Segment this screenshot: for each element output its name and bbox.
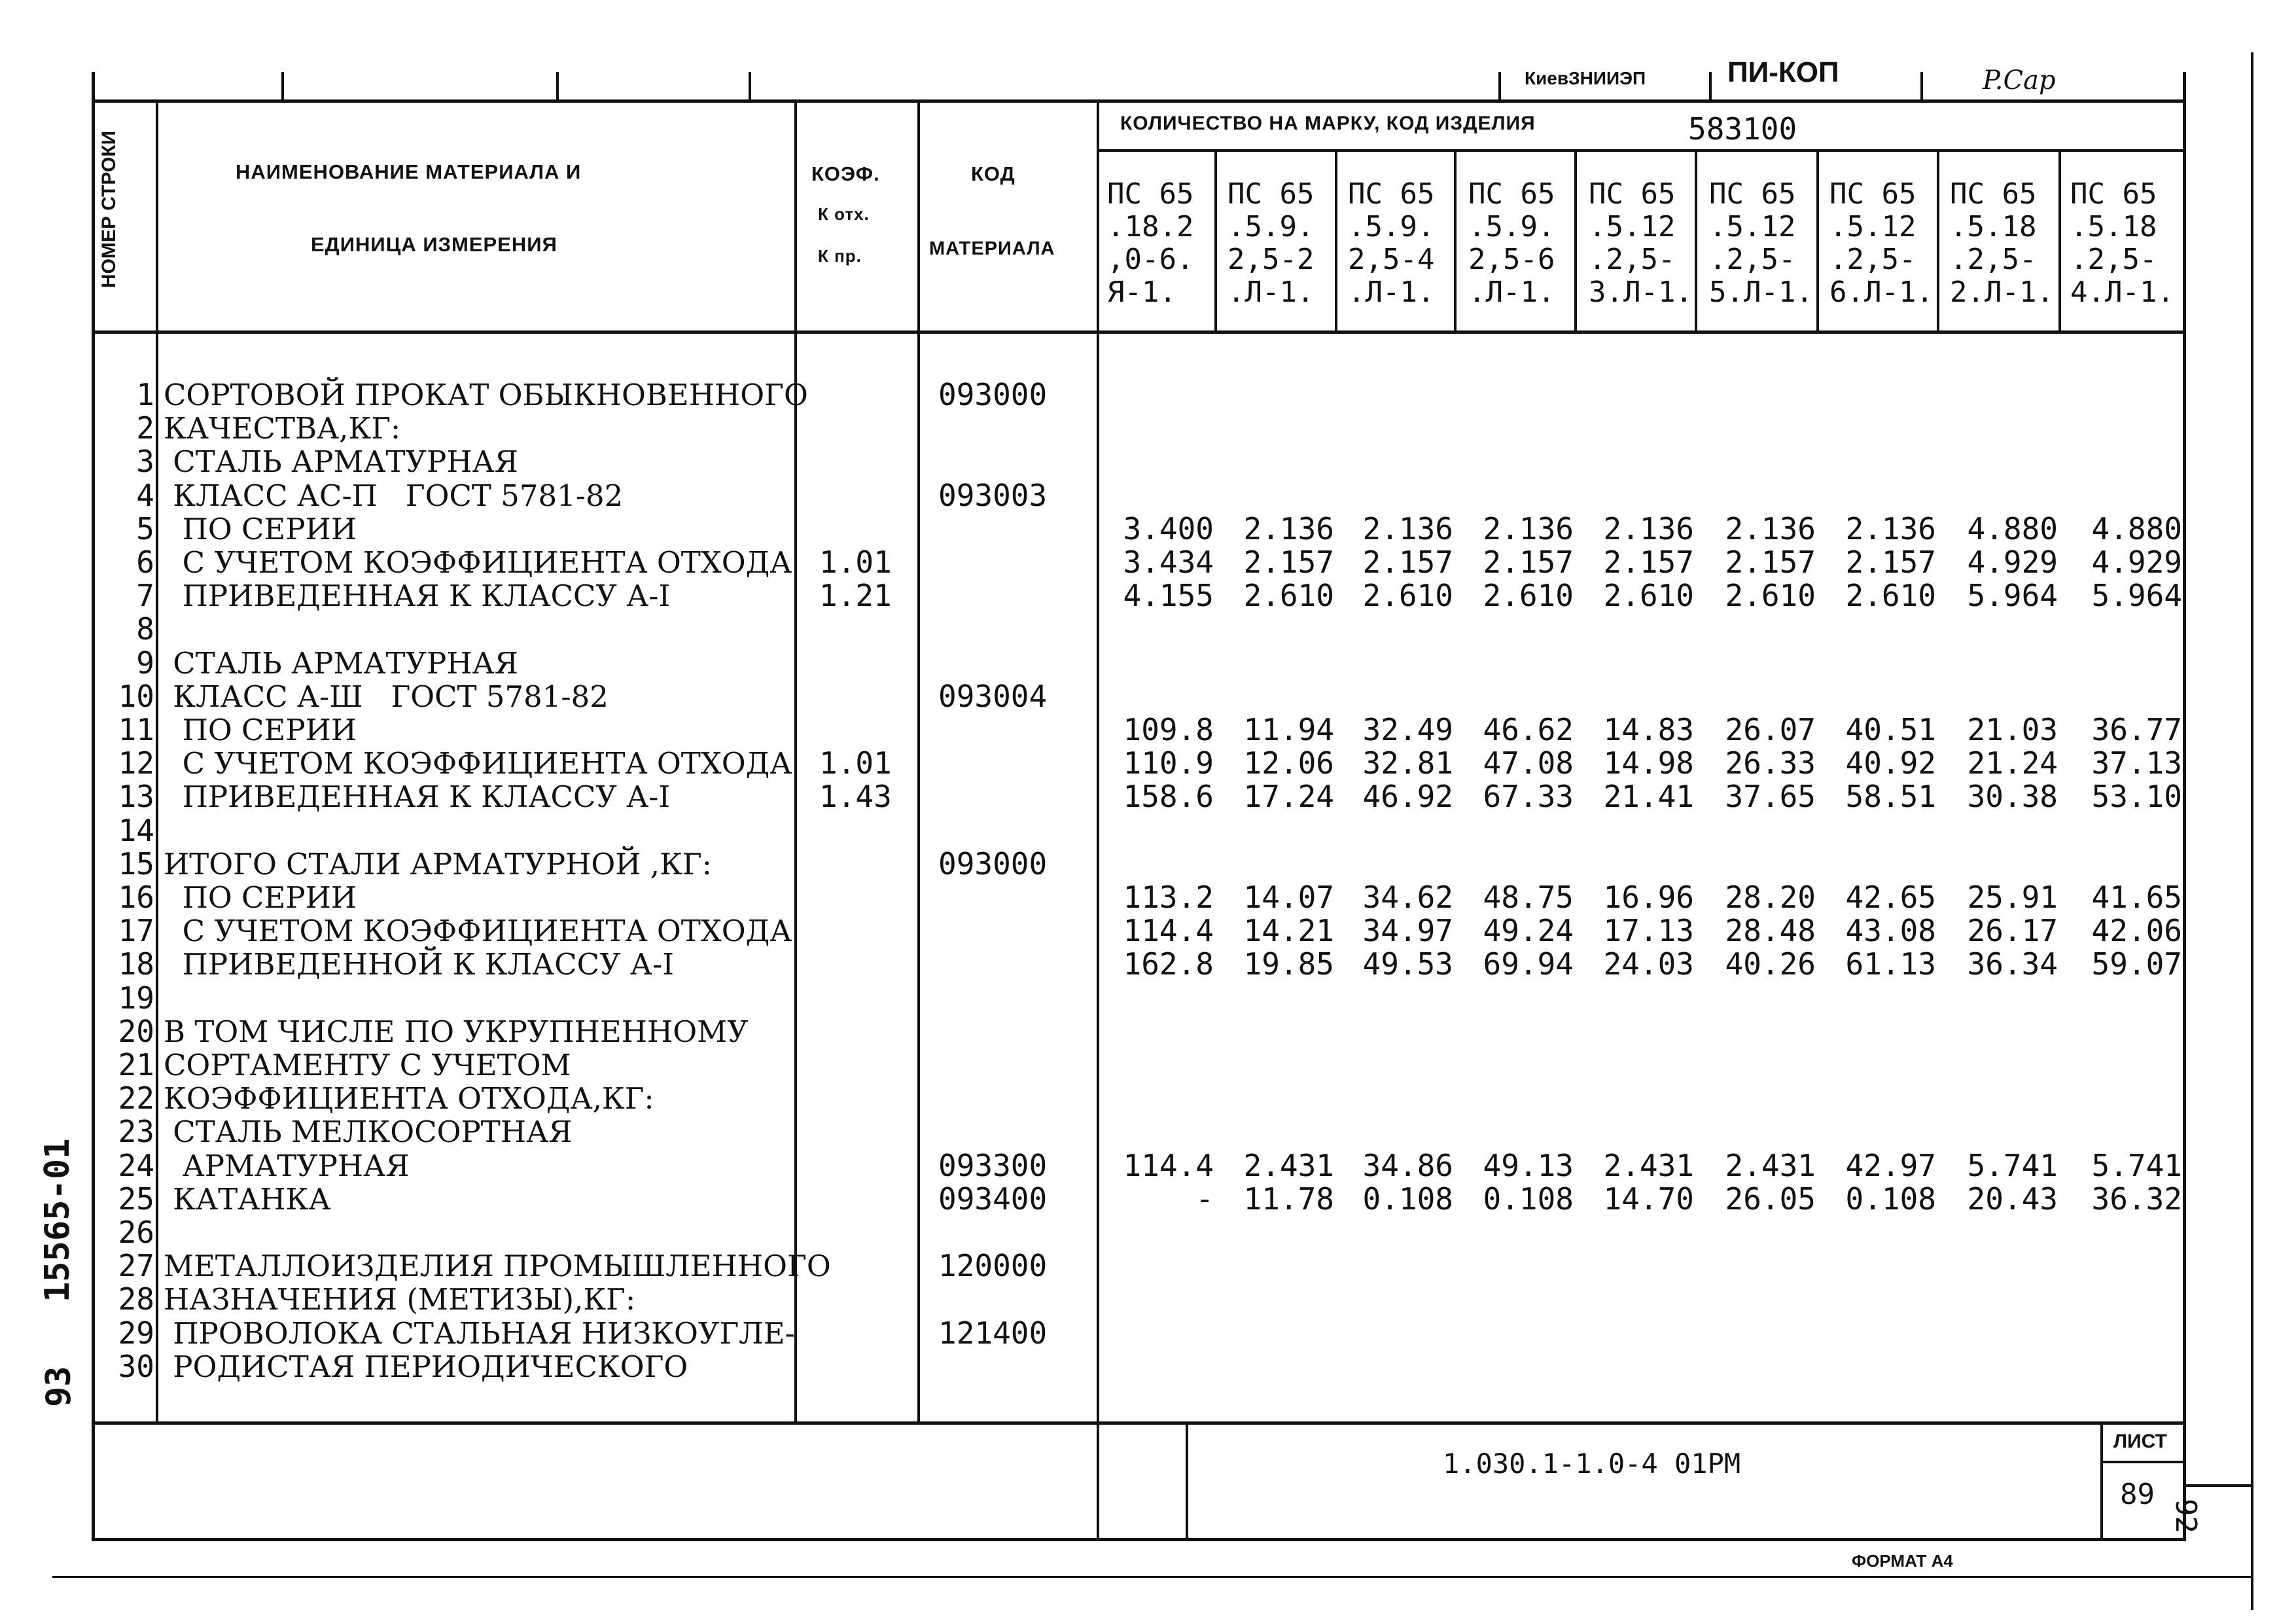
row-value: 37.65	[1725, 779, 1816, 814]
product-line: .2,5-	[1950, 243, 2037, 276]
row-name: ПО СЕРИИ	[164, 512, 357, 546]
product-line: .5.9.	[1468, 210, 1555, 243]
row-value: 3.434	[1123, 544, 1214, 580]
product-line: Я-1.	[1107, 276, 1176, 309]
row-value: 2.136	[1603, 511, 1694, 546]
row-name: ИТОГО СТАЛИ АРМАТУРНОЙ ,КГ:	[164, 847, 712, 882]
row-value: 2.610	[1483, 578, 1574, 613]
row-material-code: 093400	[938, 1181, 1048, 1217]
product-line: ПС 65	[1107, 177, 1194, 211]
row-name: ПРИВЕДЕННАЯ К КЛАССУ А-I	[164, 779, 671, 814]
row-name: ПРИВЕДЕННОЙ К КЛАССУ А-I	[164, 947, 674, 982]
product-line: ПС 65	[1468, 177, 1555, 211]
row-value: 49.24	[1483, 913, 1574, 948]
row-value: 11.78	[1243, 1181, 1334, 1217]
row-value: 53.10	[2091, 779, 2182, 814]
row-koef: 1.43	[819, 779, 892, 814]
row-value: 43.08	[1845, 913, 1936, 948]
row-value: 49.13	[1483, 1148, 1574, 1183]
row-name: ПРОВОЛОКА СТАЛЬНАЯ НИЗКОУГЛЕ-	[164, 1316, 795, 1351]
row-value: 48.75	[1483, 880, 1574, 915]
row-number: 8	[136, 611, 154, 647]
product-line: .2,5-	[2070, 243, 2157, 276]
product-line: ПС 65	[1709, 177, 1796, 211]
product-line: 4.Л-1.	[2070, 276, 2174, 309]
row-number: 13	[118, 779, 154, 814]
row-value: 42.97	[1845, 1148, 1936, 1183]
row-value: 114.4	[1123, 913, 1214, 948]
row-name: КЛАСС АС-П ГОСТ 5781-82	[164, 478, 624, 513]
row-name: С УЧЕТОМ КОЭФФИЦИЕНТА ОТХОДА	[164, 545, 792, 580]
header-koef-line2: К отх.	[818, 204, 870, 224]
row-name: ПРИВЕДЕННАЯ К КЛАССУ А-I	[164, 579, 671, 613]
product-line: .5.9.	[1227, 210, 1315, 243]
row-material-code: 121400	[938, 1315, 1048, 1351]
row-value: 2.136	[1243, 511, 1334, 546]
product-line: .2,5-	[1709, 243, 1796, 276]
row-name: МЕТАЛЛОИЗДЕЛИЯ ПРОМЫШЛЕННОГО	[164, 1249, 831, 1283]
row-name: СТАЛЬ МЕЛКОСОРТНАЯ	[164, 1115, 573, 1149]
row-number: 21	[118, 1047, 154, 1082]
row-value: 46.62	[1483, 712, 1574, 747]
row-value: 21.03	[1967, 712, 2058, 747]
product-line: 5.Л-1.	[1709, 276, 1813, 309]
row-koef: 1.01	[819, 544, 892, 580]
product-line: .2,5-	[1589, 243, 1676, 276]
product-line: ПС 65	[1829, 177, 1916, 211]
row-value: 110.9	[1123, 745, 1214, 781]
margin-page-number: 93	[39, 1366, 79, 1407]
row-value: 40.51	[1845, 712, 1936, 747]
row-value: 162.8	[1123, 946, 1214, 982]
row-value: 21.41	[1603, 779, 1694, 814]
product-designation	[1348, 178, 1463, 309]
row-value: 2.610	[1362, 578, 1453, 613]
row-koef: 1.21	[819, 578, 892, 613]
product-line: 2,5-2	[1227, 243, 1315, 276]
row-value: 4.929	[2091, 544, 2182, 580]
row-value: 32.49	[1362, 712, 1453, 747]
row-value: 19.85	[1243, 946, 1334, 982]
format-label: ФОРМАТ А4	[1852, 1551, 1953, 1571]
row-value: 28.48	[1725, 913, 1816, 948]
header-koef-line1: КОЭФ.	[811, 162, 880, 185]
row-value: 2.136	[1362, 511, 1453, 546]
row-value: 34.97	[1362, 913, 1453, 948]
row-number: 27	[118, 1248, 154, 1283]
row-material-code: 093004	[938, 679, 1048, 714]
row-value: 47.08	[1483, 745, 1574, 781]
product-line: ПС 65	[1950, 177, 2037, 211]
row-value: 2.610	[1725, 578, 1816, 613]
row-value: 0.108	[1362, 1181, 1453, 1217]
row-number: 22	[118, 1080, 154, 1116]
row-value: -	[1195, 1181, 1214, 1217]
product-designation	[1829, 178, 1945, 309]
row-name: КЛАСС А-Ш ГОСТ 5781-82	[164, 679, 609, 714]
product-line: .2,5-	[1829, 243, 1916, 276]
header-row-number: НОМЕР СТРОКИ	[98, 130, 120, 289]
product-designation	[1950, 178, 2065, 309]
row-value: 41.65	[2091, 880, 2182, 915]
row-value: 30.38	[1967, 779, 2058, 814]
row-number: 29	[118, 1315, 154, 1351]
product-line: .5.9.	[1348, 210, 1435, 243]
row-value: 36.32	[2091, 1181, 2182, 1217]
row-value: 61.13	[1845, 946, 1936, 982]
row-number: 25	[118, 1181, 154, 1217]
row-value: 40.26	[1725, 946, 1816, 982]
row-value: 2.610	[1603, 578, 1694, 613]
row-material-code: 093003	[938, 478, 1048, 513]
row-number: 19	[118, 980, 154, 1016]
row-name: АРМАТУРНАЯ	[164, 1149, 410, 1183]
row-value: 14.21	[1243, 913, 1334, 948]
product-line: .5.18	[1950, 210, 2037, 243]
row-value: 58.51	[1845, 779, 1936, 814]
row-value: 14.83	[1603, 712, 1694, 747]
row-value: 11.94	[1243, 712, 1334, 747]
row-value: 2.610	[1243, 578, 1334, 613]
product-line: 2.Л-1.	[1950, 276, 2054, 309]
row-name: КОЭФФИЦИЕНТА ОТХОДА,КГ:	[164, 1081, 654, 1116]
row-value: 2.136	[1483, 511, 1574, 546]
row-value: 4.155	[1123, 578, 1214, 613]
row-number: 28	[118, 1281, 154, 1317]
product-line: ПС 65	[2070, 177, 2157, 211]
product-line: 3.Л-1.	[1589, 276, 1693, 309]
row-number: 10	[118, 679, 154, 714]
row-number: 5	[136, 511, 154, 546]
row-number: 26	[118, 1215, 154, 1250]
row-value: 2.431	[1725, 1148, 1816, 1183]
row-value: 2.157	[1603, 544, 1694, 580]
product-designation	[1468, 178, 1583, 309]
row-koef: 1.01	[819, 745, 892, 781]
row-value: 5.964	[1967, 578, 2058, 613]
row-value: 36.34	[1967, 946, 2058, 982]
row-value: 14.70	[1603, 1181, 1694, 1217]
row-value: 34.62	[1362, 880, 1453, 915]
row-value: 0.108	[1483, 1181, 1574, 1217]
row-value: 0.108	[1845, 1181, 1936, 1217]
row-number: 12	[118, 745, 154, 781]
row-name: РОДИСТАЯ ПЕРИОДИЧЕСКОГО	[164, 1349, 688, 1384]
row-value: 17.13	[1603, 913, 1694, 948]
row-name: СТАЛЬ АРМАТУРНАЯ	[164, 444, 518, 479]
row-value: 17.24	[1243, 779, 1334, 814]
row-number: 16	[118, 880, 154, 915]
row-value: 42.06	[2091, 913, 2182, 948]
product-designation	[1709, 178, 1824, 309]
row-value: 42.65	[1845, 880, 1936, 915]
row-material-code: 120000	[938, 1248, 1048, 1283]
row-number: 7	[136, 578, 154, 613]
row-value: 28.20	[1725, 880, 1816, 915]
top-stamp-doc: ПИ-КОП	[1727, 56, 1839, 88]
product-line: .5.12	[1829, 210, 1916, 243]
product-line: 6.Л-1.	[1829, 276, 1934, 309]
header-name-line2: ЕДИНИЦА ИЗМЕРЕНИЯ	[311, 233, 557, 256]
product-line: .18.2	[1107, 210, 1194, 243]
row-value: 158.6	[1123, 779, 1214, 814]
row-value: 2.157	[1243, 544, 1334, 580]
row-number: 24	[118, 1148, 154, 1183]
sheet-number: 89	[2120, 1478, 2155, 1511]
product-designation	[1227, 178, 1343, 309]
top-stamp-org: КиевЗНИИЭП	[1525, 68, 1646, 88]
product-line: ,0-6.	[1107, 243, 1194, 276]
row-name: СОРТОВОЙ ПРОКАТ ОБЫКНОВЕННОГО	[164, 378, 808, 412]
header-item-code: 583100	[1688, 111, 1797, 147]
row-name: СТАЛЬ АРМАТУРНАЯ	[164, 646, 518, 681]
row-name: КАТАНКА	[164, 1182, 331, 1217]
row-number: 1	[136, 377, 154, 412]
product-line: 2,5-6	[1468, 243, 1555, 276]
product-designation	[1589, 178, 1704, 309]
row-value: 4.880	[2091, 511, 2182, 546]
row-number: 14	[118, 813, 154, 848]
header-name-line1: НАИМЕНОВАНИЕ МАТЕРИАЛА И	[236, 160, 582, 183]
document-code: 1.030.1-1.0-4 01PM	[1443, 1448, 1741, 1480]
row-value: 21.24	[1967, 745, 2058, 781]
row-number: 18	[118, 946, 154, 982]
product-line: .Л-1.	[1227, 276, 1315, 309]
sheet-label: ЛИСТ	[2113, 1431, 2167, 1452]
row-number: 20	[118, 1014, 154, 1049]
product-line: ПС 65	[1227, 177, 1315, 211]
row-name: С УЧЕТОМ КОЭФФИЦИЕНТА ОТХОДА	[164, 914, 792, 948]
row-value: 26.17	[1967, 913, 2058, 948]
row-value: 69.94	[1483, 946, 1574, 982]
product-designation	[2070, 178, 2185, 309]
row-value: 2.136	[1725, 511, 1816, 546]
row-value: 14.98	[1603, 745, 1694, 781]
row-value: 2.610	[1845, 578, 1936, 613]
row-value: 4.880	[1967, 511, 2058, 546]
product-line: .Л-1.	[1348, 276, 1435, 309]
header-kod-line1: КОД	[971, 162, 1016, 185]
row-value: 2.157	[1725, 544, 1816, 580]
product-line: ПС 65	[1589, 177, 1676, 211]
row-material-code: 093000	[938, 377, 1048, 412]
row-number: 3	[136, 444, 154, 479]
header-koef-line3: К пр.	[818, 246, 862, 266]
row-number: 9	[136, 645, 154, 681]
product-line: .5.18	[2070, 210, 2157, 243]
row-value: 26.05	[1725, 1181, 1816, 1217]
header-quantity-title: КОЛИЧЕСТВО НА МАРКУ, КОД ИЗДЕЛИЯ	[1120, 113, 1536, 134]
row-value: 2.157	[1483, 544, 1574, 580]
row-value: 2.157	[1362, 544, 1453, 580]
row-material-code: 093300	[938, 1148, 1048, 1183]
row-value: 26.07	[1725, 712, 1816, 747]
row-value: 113.2	[1123, 880, 1214, 915]
product-line: ПС 65	[1348, 177, 1435, 211]
row-number: 11	[118, 712, 154, 747]
product-line: .Л-1.	[1468, 276, 1555, 309]
row-value: 5.964	[2091, 578, 2182, 613]
row-value: 32.81	[1362, 745, 1453, 781]
row-value: 49.53	[1362, 946, 1453, 982]
page-number: 92	[2169, 1499, 2202, 1533]
row-value: 2.431	[1603, 1148, 1694, 1183]
product-line: .5.12	[1709, 210, 1796, 243]
row-number: 6	[136, 544, 154, 580]
row-value: 26.33	[1725, 745, 1816, 781]
row-value: 24.03	[1603, 946, 1694, 982]
row-value: 36.77	[2091, 712, 2182, 747]
row-name: СОРТАМЕНТУ С УЧЕТОМ	[164, 1048, 571, 1082]
top-stamp-signature: P.Cap	[1983, 65, 2056, 96]
row-value: 46.92	[1362, 779, 1453, 814]
row-number: 23	[118, 1114, 154, 1149]
row-value: 5.741	[1967, 1148, 2058, 1183]
row-name: В ТОМ ЧИСЛЕ ПО УКРУПНЕННОМУ	[164, 1014, 749, 1049]
row-name: КАЧЕСТВА,КГ:	[164, 411, 401, 446]
row-value: 3.400	[1123, 511, 1214, 546]
row-value: 59.07	[2091, 946, 2182, 982]
row-number: 4	[136, 478, 154, 513]
product-line: 2,5-4	[1348, 243, 1435, 276]
inventory-number: 15565-01	[38, 1138, 77, 1302]
row-value: 16.96	[1603, 880, 1694, 915]
row-value: 12.06	[1243, 745, 1334, 781]
row-value: 20.43	[1967, 1181, 2058, 1217]
row-value: 34.86	[1362, 1148, 1453, 1183]
row-value: 14.07	[1243, 880, 1334, 915]
row-value: 5.741	[2091, 1148, 2182, 1183]
row-number: 2	[136, 410, 154, 446]
header-kod-line2: МАТЕРИАЛА	[929, 238, 1055, 259]
row-number: 30	[118, 1349, 154, 1384]
row-value: 25.91	[1967, 880, 2058, 915]
row-value: 2.136	[1845, 511, 1936, 546]
product-line: .5.12	[1589, 210, 1676, 243]
row-value: 4.929	[1967, 544, 2058, 580]
row-value: 40.92	[1845, 745, 1936, 781]
row-value: 114.4	[1123, 1148, 1214, 1183]
row-number: 15	[118, 846, 154, 882]
row-name: ПО СЕРИИ	[164, 713, 357, 747]
product-designation	[1107, 178, 1222, 309]
row-name: НАЗНАЧЕНИЯ (МЕТИЗЫ),КГ:	[164, 1282, 636, 1317]
row-value: 2.157	[1845, 544, 1936, 580]
row-value: 67.33	[1483, 779, 1574, 814]
row-name: С УЧЕТОМ КОЭФФИЦИЕНТА ОТХОДА	[164, 746, 792, 781]
row-value: 109.8	[1123, 712, 1214, 747]
row-value: 2.431	[1243, 1148, 1334, 1183]
row-material-code: 093000	[938, 846, 1048, 882]
row-value: 37.13	[2091, 745, 2182, 781]
row-number: 17	[118, 913, 154, 948]
row-name: ПО СЕРИИ	[164, 880, 357, 915]
